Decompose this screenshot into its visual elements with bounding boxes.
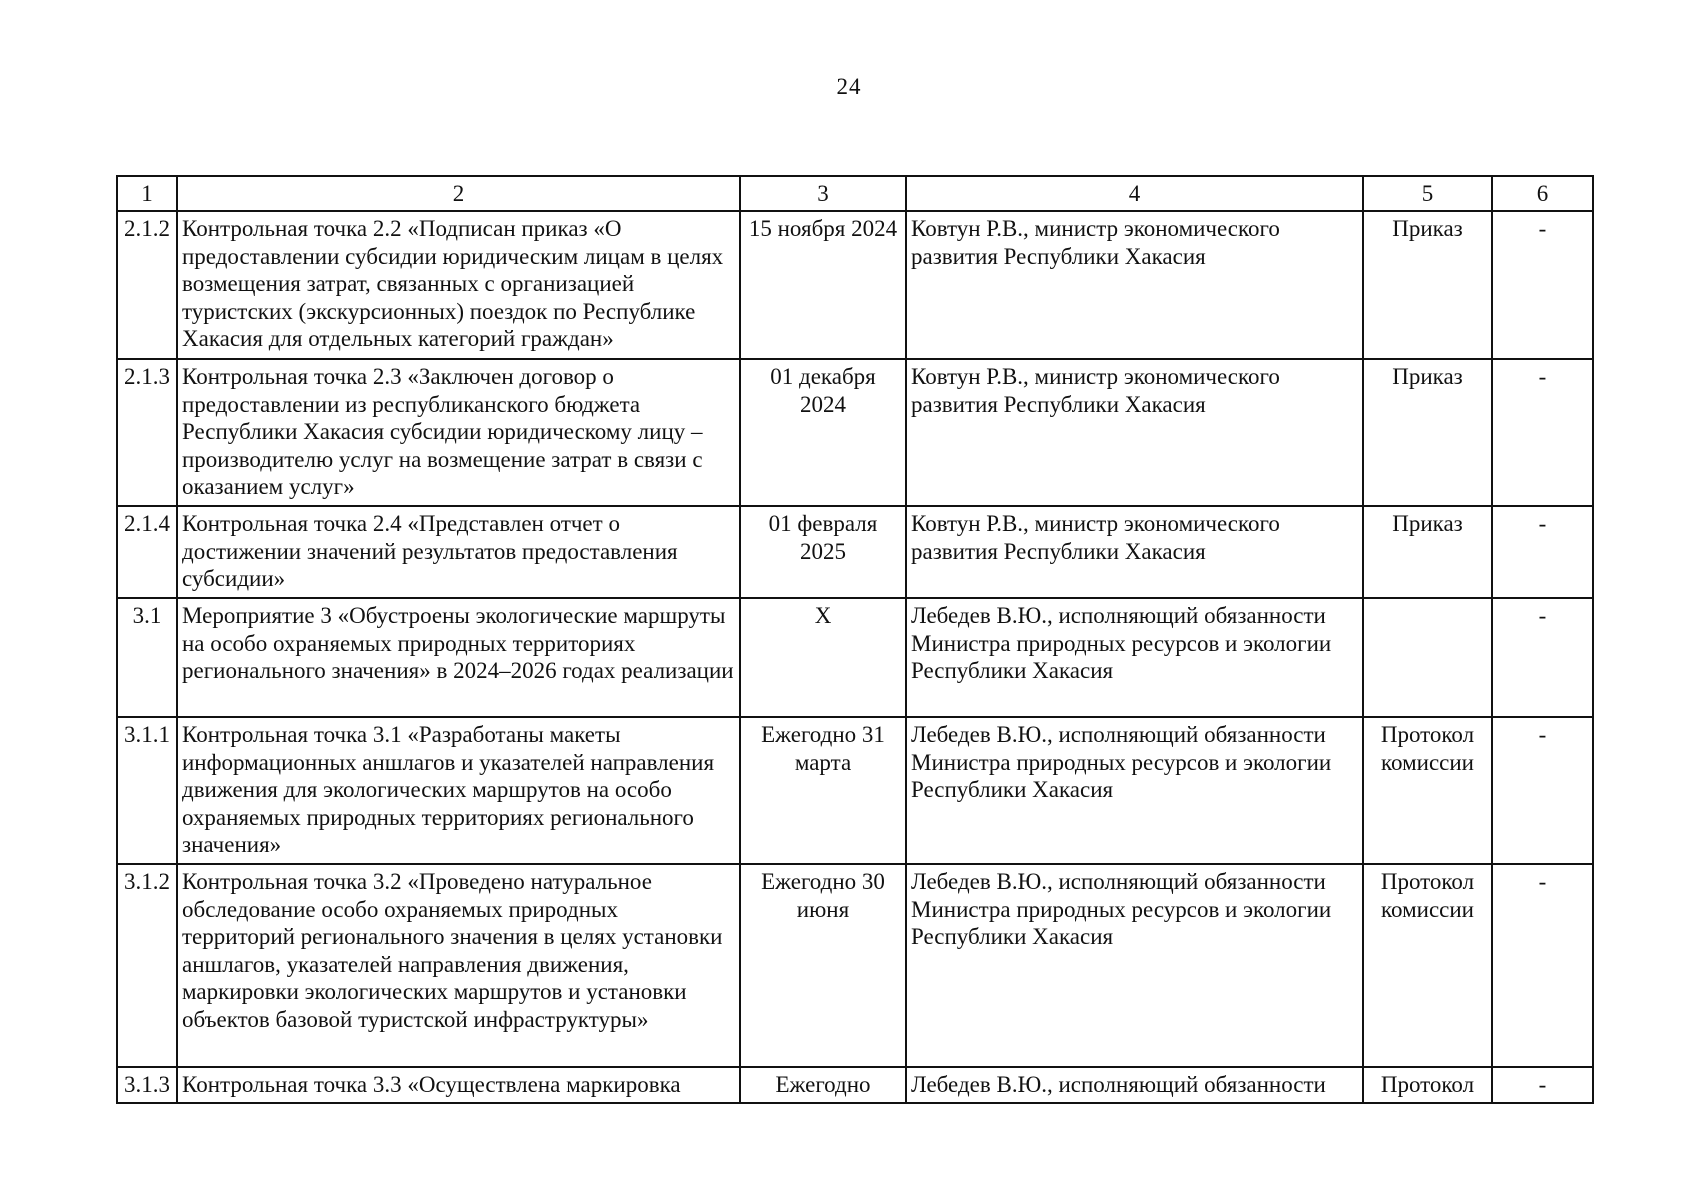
header-col-5: 5 [1363, 176, 1492, 211]
table-row [117, 1067, 1593, 1103]
row-col6: - [1492, 211, 1593, 359]
table-row [117, 506, 1593, 598]
row-col6: - [1492, 1067, 1593, 1103]
row-responsible: Ковтун Р.В., министр экономического развития Республики Хакасия [906, 211, 1363, 359]
row-responsible: Лебедев В.Ю., исполняющий обязанности Министра природных ресурсов и экологии Республики Хакасия [906, 864, 1363, 1067]
row-description: Мероприятие 3 «Обустроены экологические маршруты на особо охраняемых природных территориях регионального значения» в 2024–2026 годах реализации [177, 598, 740, 717]
row-col6: - [1492, 359, 1593, 506]
row-description: Контрольная точка 3.3 «Осуществлена маркировка [177, 1067, 740, 1103]
row-number: 3.1.3 [117, 1067, 177, 1103]
row-document: Приказ [1363, 359, 1492, 506]
row-responsible: Лебедев В.Ю., исполняющий обязанности [906, 1067, 1363, 1103]
row-responsible: Ковтун Р.В., министр экономического развития Республики Хакасия [906, 506, 1363, 598]
row-date: 01 декабря 2024 [740, 359, 906, 506]
row-number: 2.1.4 [117, 506, 177, 598]
row-number: 3.1 [117, 598, 177, 717]
row-document: Приказ [1363, 506, 1492, 598]
row-document: Протокол комиссии [1363, 717, 1492, 864]
header-col-3: 3 [740, 176, 906, 211]
table-row [117, 211, 1593, 359]
row-col6: - [1492, 598, 1593, 717]
row-date: Ежегодно [740, 1067, 906, 1103]
table-row [117, 717, 1593, 864]
row-document: Приказ [1363, 211, 1492, 359]
table-body [117, 176, 1593, 1103]
row-date: Х [740, 598, 906, 717]
row-document: Протокол комиссии [1363, 864, 1492, 1067]
row-number: 3.1.1 [117, 717, 177, 864]
row-description: Контрольная точка 2.4 «Представлен отчет о достижении значений результатов предоставления субсидии» [177, 506, 740, 598]
row-responsible: Ковтун Р.В., министр экономического развития Республики Хакасия [906, 359, 1363, 506]
table-row [117, 359, 1593, 506]
row-col6: - [1492, 506, 1593, 598]
table-row [117, 598, 1593, 717]
row-number: 2.1.3 [117, 359, 177, 506]
row-col6: - [1492, 717, 1593, 864]
row-description: Контрольная точка 2.3 «Заключен договор о предоставлении из республиканского бюджета Республики Хакасия субсидии юридическому лицу – производителю услуг на возмещение затрат в связи с оказанием услуг» [177, 359, 740, 506]
table-row [117, 864, 1593, 1067]
control-points-table [116, 175, 1592, 1104]
table-header-row [117, 176, 1593, 211]
header-col-2: 2 [177, 176, 740, 211]
row-description: Контрольная точка 2.2 «Подписан приказ «О предоставлении субсидии юридическим лицам в целях возмещения затрат, связанных с организацией туристских (экскурсионных) поездок по Республике Хакасия для отдельных категорий граждан» [177, 211, 740, 359]
row-number: 3.1.2 [117, 864, 177, 1067]
header-col-4: 4 [906, 176, 1363, 211]
row-description: Контрольная точка 3.1 «Разработаны макеты информационных аншлагов и указателей направления движения для экологических маршрутов на особо охраняемых природных территориях регионального значения» [177, 717, 740, 864]
row-date: 15 ноября 2024 [740, 211, 906, 359]
row-description: Контрольная точка 3.2 «Проведено натуральное обследование особо охраняемых природных территорий регионального значения в целях установки аншлагов, указателей направления движения, маркировки экологических маршрутов и установки объектов базовой туристской инфраструктуры» [177, 864, 740, 1067]
page-number: 24 [836, 74, 862, 99]
row-number: 2.1.2 [117, 211, 177, 359]
row-date: Ежегодно 31 марта [740, 717, 906, 864]
row-document: Протокол [1363, 1067, 1492, 1103]
row-date: 01 февраля 2025 [740, 506, 906, 598]
header-col-1: 1 [117, 176, 177, 211]
header-col-6: 6 [1492, 176, 1593, 211]
row-date: Ежегодно 30 июня [740, 864, 906, 1067]
row-responsible: Лебедев В.Ю., исполняющий обязанности Министра природных ресурсов и экологии Республики Хакасия [906, 717, 1363, 864]
row-document [1363, 598, 1492, 717]
row-responsible: Лебедев В.Ю., исполняющий обязанности Министра природных ресурсов и экологии Республики Хакасия [906, 598, 1363, 717]
row-col6: - [1492, 864, 1593, 1067]
